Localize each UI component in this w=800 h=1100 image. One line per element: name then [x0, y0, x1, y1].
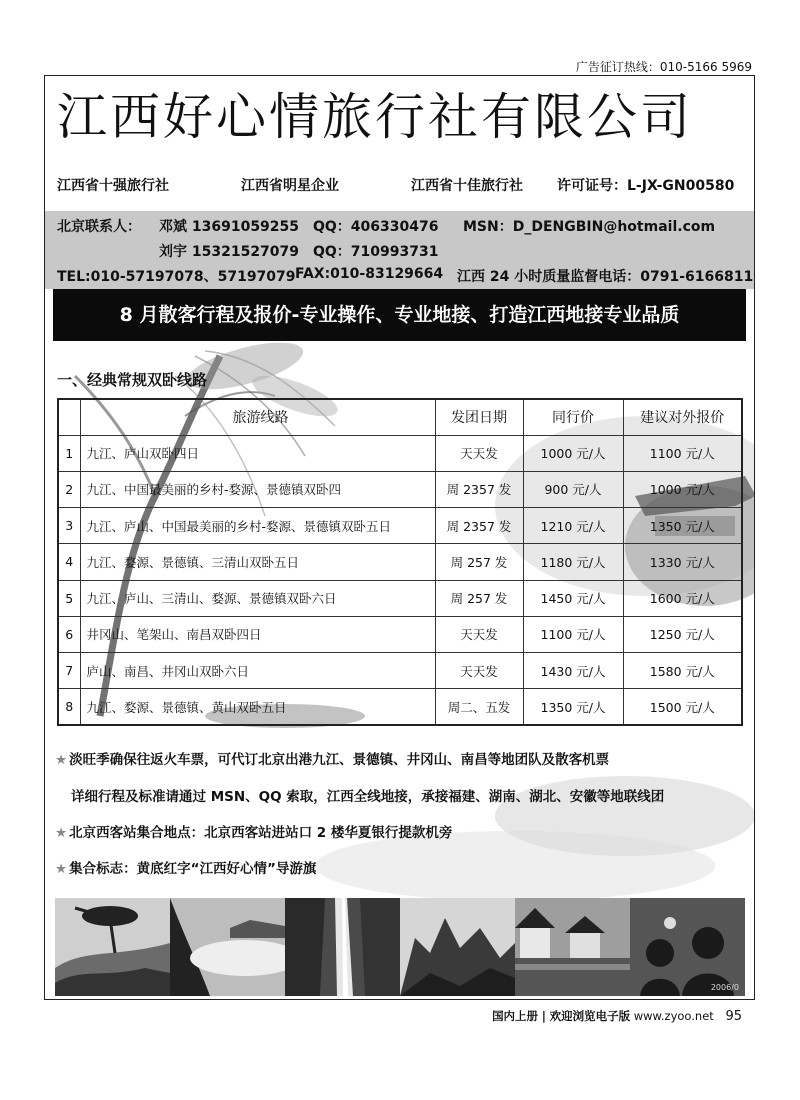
- note-text: 详细行程及标准请通过 MSN、QQ 索取，江西全线地接，承接福建、湖南、湖北、安徽等地联线团: [71, 789, 665, 805]
- cell-peer-price: 1210 元/人: [523, 508, 623, 544]
- table-row: [58, 544, 742, 580]
- page-footer: [492, 1008, 742, 1024]
- contact-fax: FAX:010-83129664: [295, 266, 444, 282]
- footer-separator: |: [541, 1009, 546, 1023]
- cell-date: 天天发: [435, 616, 523, 652]
- photo-ancient-village: [515, 898, 630, 996]
- honor-title: 江西省十强旅行社: [57, 178, 169, 194]
- cell-date: 周二、五发: [435, 689, 523, 725]
- table-row: [58, 580, 742, 616]
- col-header-peer-price: 同行价: [523, 399, 623, 435]
- footer-volume: 国内上册: [492, 1009, 539, 1023]
- note-text: 北京西客站集合地点：北京西客站进站口 2 楼华夏银行提款机旁: [69, 825, 453, 841]
- cell-peer-price: 1000 元/人: [523, 435, 623, 471]
- contact-person-2: 刘宇 15321527079: [159, 244, 300, 260]
- table-row: [58, 471, 742, 507]
- contact-qq-2: QQ：710993731: [313, 244, 439, 260]
- photo-sunset-people: [630, 898, 745, 996]
- star-icon: ★: [55, 861, 68, 877]
- quality-hotline: 江西 24 小时质量监督电话：0791-6166811: [457, 269, 754, 285]
- page-number: 95: [725, 1009, 742, 1024]
- company-name: 江西好心情旅行社有限公司: [57, 88, 693, 146]
- cell-peer-price: 1430 元/人: [523, 653, 623, 689]
- cell-route: 九江、婺源、景德镇、三清山双卧五日: [80, 544, 435, 580]
- note-item: [71, 785, 664, 805]
- table-header-row: [58, 399, 742, 435]
- cell-no: 4: [58, 544, 80, 580]
- cell-peer-price: 1180 元/人: [523, 544, 623, 580]
- table-row: [58, 435, 742, 471]
- cell-no: 1: [58, 435, 80, 471]
- col-header-date: 发团日期: [435, 399, 523, 435]
- promo-banner: 8 月散客行程及报价-专业操作、专业地接、打造江西地接专业品质: [53, 289, 746, 341]
- cell-date: 周 257 发: [435, 544, 523, 580]
- cell-route: 九江、庐山、三清山、婺源、景德镇双卧六日: [80, 580, 435, 616]
- cell-retail-price: 1250 元/人: [623, 616, 742, 652]
- star-icon: ★: [55, 752, 68, 768]
- cell-route: 井冈山、笔架山、南昌双卧四日: [80, 616, 435, 652]
- photo-strip: [55, 898, 745, 996]
- cell-retail-price: 1580 元/人: [623, 653, 742, 689]
- note-item: [55, 748, 609, 768]
- cell-route: 九江、中国最美丽的乡村-婺源、景德镇双卧四: [80, 471, 435, 507]
- contact-person-1: 邓斌 13691059255: [159, 219, 300, 235]
- cell-retail-price: 1350 元/人: [623, 508, 742, 544]
- note-text: 集合标志：黄底红字“江西好心情”导游旗: [69, 861, 317, 877]
- cell-route: 庐山、南昌、井冈山双卧六日: [80, 653, 435, 689]
- note-item: [55, 857, 316, 877]
- cell-peer-price: 1450 元/人: [523, 580, 623, 616]
- ad-hotline: 广告征订热线：010-5166 5969: [575, 60, 752, 74]
- cell-retail-price: 1600 元/人: [623, 580, 742, 616]
- contact-panel: [45, 211, 754, 289]
- contact-msn: MSN：D_DENGBIN@hotmail.com: [463, 219, 716, 235]
- ad-frame: [44, 75, 755, 1000]
- cell-retail-price: 1100 元/人: [623, 435, 742, 471]
- cell-no: 6: [58, 616, 80, 652]
- table-row: [58, 508, 742, 544]
- cell-peer-price: 1350 元/人: [523, 689, 623, 725]
- cell-date: 周 2357 发: [435, 508, 523, 544]
- photo-tree-cliff: [55, 898, 170, 996]
- section-title: 一、经典常规双卧线路: [57, 371, 208, 389]
- contact-label: 北京联系人：: [57, 219, 141, 235]
- note-item: [55, 821, 452, 841]
- footer-welcome: 欢迎浏览电子版: [549, 1009, 631, 1023]
- cell-peer-price: 900 元/人: [523, 471, 623, 507]
- cell-route: 九江、庐山、中国最美丽的乡村-婺源、景德镇双卧五日: [80, 508, 435, 544]
- cell-route: 九江、庐山双卧四日: [80, 435, 435, 471]
- cell-date: 周 257 发: [435, 580, 523, 616]
- col-header-route: 旅游线路: [80, 399, 435, 435]
- star-icon: ★: [55, 825, 68, 841]
- honor-title: 江西省十佳旅行社: [411, 178, 523, 194]
- cell-retail-price: 1000 元/人: [623, 471, 742, 507]
- footer-website: www.zyoo.net: [633, 1009, 714, 1023]
- note-text: 淡旺季确保往返火车票，可代订北京出港九江、景德镇、井冈山、南昌等地团队及散客机票: [69, 752, 610, 768]
- honor-titles: [57, 175, 747, 193]
- col-header-retail-price: 建议对外报价: [623, 399, 742, 435]
- cell-date: 天天发: [435, 653, 523, 689]
- contact-tel: TEL:010-57197078、57197079: [57, 269, 296, 285]
- cell-route: 九江、婺源、景德镇、黄山双卧五日: [80, 689, 435, 725]
- table-row: [58, 689, 742, 725]
- photo-credit: 2006/0: [710, 983, 739, 992]
- cell-peer-price: 1100 元/人: [523, 616, 623, 652]
- honor-title: 江西省明星企业: [241, 178, 339, 194]
- cell-no: 5: [58, 580, 80, 616]
- cell-retail-price: 1330 元/人: [623, 544, 742, 580]
- photo-mountain-peaks: [400, 898, 515, 996]
- contact-qq-1: QQ：406330476: [313, 219, 439, 235]
- route-table: [57, 398, 743, 726]
- cell-no: 3: [58, 508, 80, 544]
- table-row: [58, 616, 742, 652]
- cell-date: 天天发: [435, 435, 523, 471]
- cell-date: 周 2357 发: [435, 471, 523, 507]
- table-row: [58, 653, 742, 689]
- cell-no: 7: [58, 653, 80, 689]
- photo-sea-of-clouds: [170, 898, 285, 996]
- col-header-no: [58, 399, 80, 435]
- cell-no: 2: [58, 471, 80, 507]
- cell-retail-price: 1500 元/人: [623, 689, 742, 725]
- photo-waterfall: [285, 898, 400, 996]
- cell-no: 8: [58, 689, 80, 725]
- license-number: 许可证号：L-JX-GN00580: [557, 178, 735, 194]
